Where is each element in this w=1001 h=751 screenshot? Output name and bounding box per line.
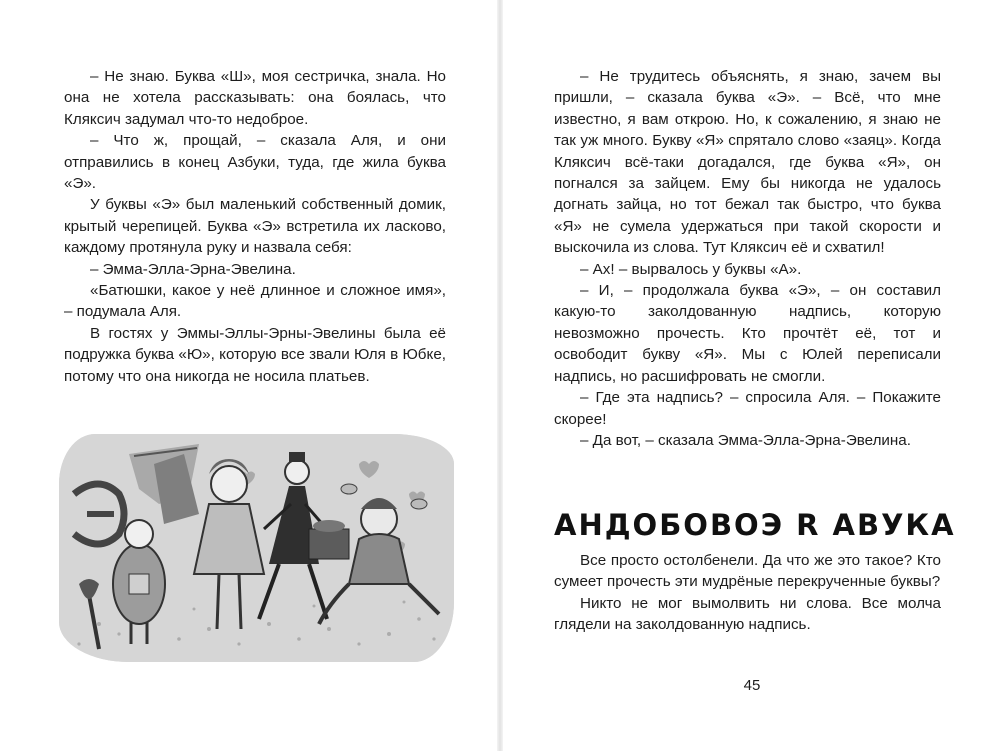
paragraph: – Не знаю. Буква «Ш», моя сестричка, знала. Но она не хотела рассказывать: она боялась, что Кляксич задумал что-то недоброе. (64, 68, 446, 128)
paragraph: – И, – продолжала буква «Э», – он составил какую-то заколдованную надпись, которую невозможно прочесть. Кто прочтёт её, тот и освободит букву «Я». Мы с Юлей переписали надпись, но расшифровать не смогли. (554, 282, 941, 385)
left-page (0, 0, 500, 751)
paragraph: – Да вот, – сказала Эмма-Элла-Эрна-Эвелина. (580, 431, 911, 449)
right-page (500, 0, 1001, 751)
paragraph: Никто не мог вымолвить ни слова. Все молча глядели на заколдованную надпись. (554, 594, 941, 634)
paragraph: – Эмма-Элла-Эрна-Эвелина. (90, 260, 296, 278)
right-text-column-after (554, 550, 941, 636)
paragraph: У буквы «Э» был маленький собственный домик, крытый черепицей. Буква «Э» встретила их ласково, каждому протянула руку и назвала себя: (64, 196, 446, 257)
paragraph: «Батюшки, какое у неё длинное и сложное имя», – подумала Аля. (64, 282, 446, 321)
enchanted-inscription: АНДОБОВОЭ R АВУКА (554, 508, 956, 542)
paragraph: – Не трудитесь объяснять, я знаю, зачем вы пришли, – сказала буква «Э». – Всё, что мне известно, я вам открою. Но, к сожалению, я знаю не так уж много. Букву «Я» спрятало слово «заяц». Когда Кляксич всё-таки догадался, где буква «Я», он погнался за зайцем. Ему бы никогда не удалось догнать зайца, но тот бежал так быстро, что буква «Я» не сумела удержаться при такой скорости и выскочила из слова. Тут Кляксич её и схватил! (554, 68, 941, 257)
paragraph: – Что ж, прощай, – сказала Аля, и они отправились в конец Азбуки, туда, где жила буква «Э». (64, 132, 446, 193)
paragraph: – Где эта надпись? – спросила Аля. – Покажите скорее! (554, 389, 941, 428)
paragraph: В гостях у Эммы-Эллы-Эрны-Эвелины была её подружка буква «Ю», которую все звали Юля в Юбке, потому что она никогда не носила платьев. (64, 324, 446, 385)
illustration-letters-visiting (59, 434, 454, 662)
left-text-column (64, 66, 446, 387)
paragraph: Все просто остолбенели. Да что же это такое? Кто сумеет прочесть эти мудрёные перекрученные буквы? (554, 552, 941, 591)
page-number: 45 (743, 677, 761, 694)
paragraph: – Ах! – вырвалось у буквы «А». (580, 260, 802, 278)
right-text-column (554, 66, 941, 451)
